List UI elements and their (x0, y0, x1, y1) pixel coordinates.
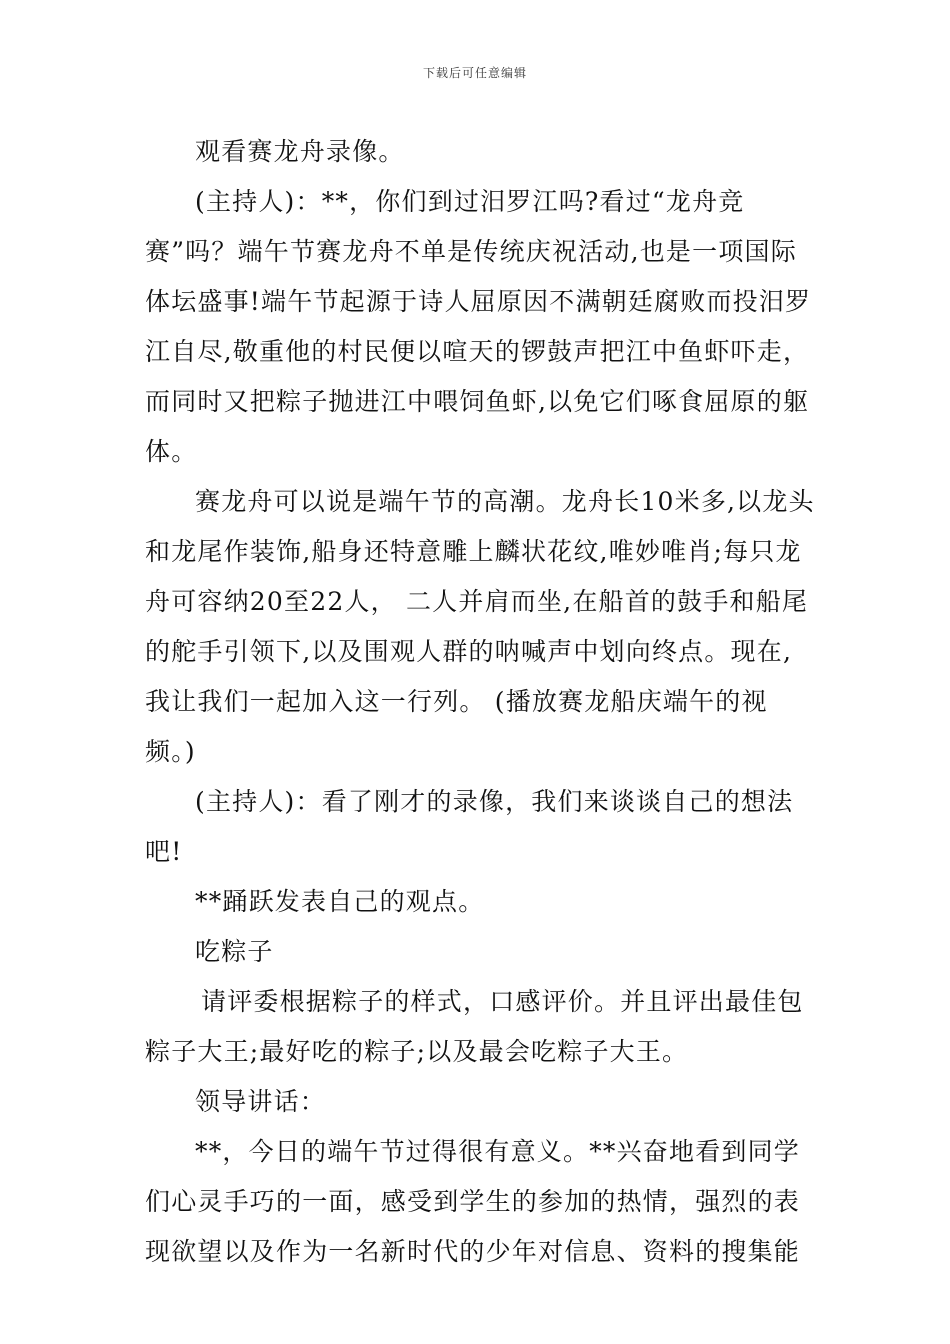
paragraph-dragon-boat: 赛龙舟可以说是端午节的高潮。龙舟长10米多,以龙头和龙尾作装饰,船身还特意雕上麟状花纹,唯妙唯肖;每只龙舟可容纳20至22人， 二人并肩而坐,在船首的鼓手和船尾的舵手引领下,以及围观人群的呐喊声中划向终点。现在,我让我们一起加入这一行列。 (播放赛龙船庆端午的视频。) (145, 487, 815, 766)
paragraph-watch-video: 观看赛龙舟录像。 (195, 137, 405, 166)
page-header: 下载后可任意编辑 (422, 66, 527, 80)
paragraph-host-intro: (主持人)：**，你们到过汨罗江吗?看过“龙舟竞赛”吗？端午节赛龙舟不单是传统庆祝活动,也是一项国际体坛盛事!端午节起源于诗人屈原因不满朝廷腐败而投汨罗江自尽,敬重他的村民便以喧天的锣鼓声把江中鱼虾吓走，而同时又把粽子抛进江中喂饲鱼虾,以免它们啄食屈原的躯体。 (145, 187, 812, 466)
paragraph-leader-speech: 领导讲话： (195, 1087, 327, 1116)
document-body (145, 127, 815, 1277)
paragraph-share-views: **踊跃发表自己的观点。 (195, 887, 485, 916)
paragraph-eat-zongzi: 吃粽子 (195, 937, 274, 966)
paragraph-speech-content: **，今日的端午节过得很有意义。**兴奋地看到同学们心灵手巧的一面，感受到学生的参加的热情，强烈的表现欲望以及作为一名新时代的少年对信息、资料的搜集能 (145, 1137, 801, 1266)
paragraph-judges: 请评委根据粽子的样式，口感评价。并且评出最佳包粽子大王;最好吃的粽子;以及最会吃粽子大王。 (145, 987, 804, 1066)
paragraph-host-thoughts: (主持人)：看了刚才的录像，我们来谈谈自己的想法吧! (145, 787, 794, 866)
